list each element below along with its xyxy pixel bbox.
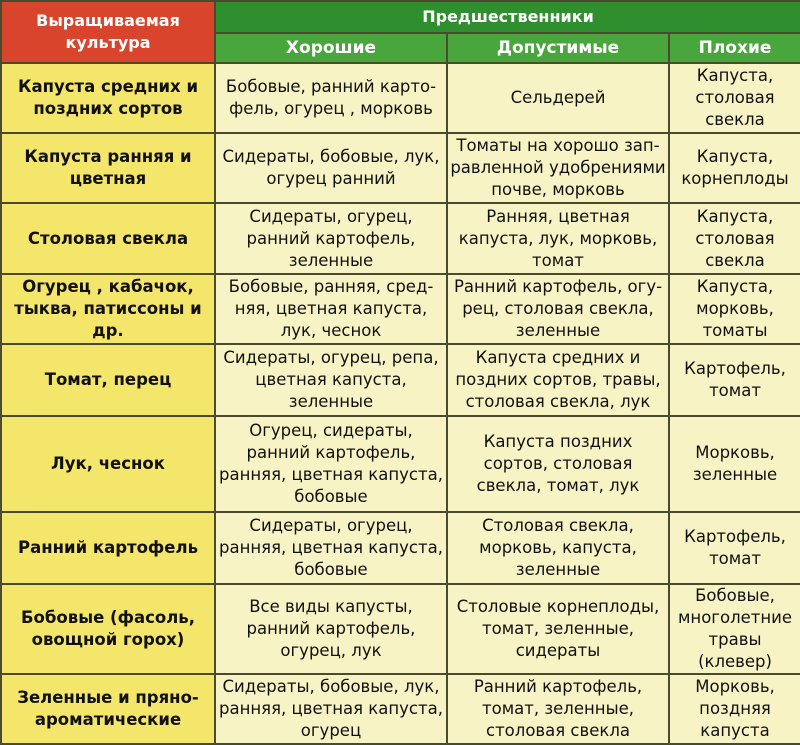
- row-culture: Зеленные и пряно-ароматические: [1, 674, 215, 744]
- table-row: [1, 203, 800, 274]
- header-predecessors: Предшественники: [215, 1, 800, 33]
- row-acceptable: Томаты на хорошо зап-равленной удобрениями почве, морковь: [447, 133, 669, 203]
- row-bad: Картофель, томат: [669, 512, 800, 584]
- row-good: Сидераты, бобовые, лук, ранняя, цветная капуста, огурец: [215, 674, 447, 744]
- row-culture: Капуста средних и поздних сортов: [1, 63, 215, 133]
- row-culture: Бобовые (фасоль, овощной горох): [1, 584, 215, 674]
- table-row: [1, 674, 800, 744]
- row-culture: Томат, перец: [1, 344, 215, 416]
- row-acceptable: Капуста поздних сортов, столовая свекла, томат, лук: [447, 416, 669, 512]
- row-bad: Капуста, столовая свекла: [669, 203, 800, 274]
- row-culture: Ранний картофель: [1, 512, 215, 584]
- row-culture: Капуста ранняя и цветная: [1, 133, 215, 203]
- row-good: Сидераты, огурец, ранняя, цветная капуста, бобовые: [215, 512, 447, 584]
- table-row: [1, 63, 800, 133]
- row-good: Сидераты, огурец, репа, цветная капуста, зеленные: [215, 344, 447, 416]
- row-good: Сидераты, бобовые, лук, огурец ранний: [215, 133, 447, 203]
- row-acceptable: Столовые корнеплоды, томат, зеленные, сидераты: [447, 584, 669, 674]
- row-acceptable: Ранний картофель, огу-рец, столовая свекла, зеленные: [447, 274, 669, 344]
- row-bad: Морковь, поздняя капуста: [669, 674, 800, 744]
- row-culture: Лук, чеснок: [1, 416, 215, 512]
- row-bad: Морковь, зеленные: [669, 416, 800, 512]
- row-acceptable: Капуста средних и поздних сортов, травы, столовая свекла, лук: [447, 344, 669, 416]
- table-row: [1, 133, 800, 203]
- header-good: Хорошие: [215, 33, 447, 63]
- table-row: [1, 512, 800, 584]
- table-row: [1, 584, 800, 674]
- row-acceptable: Ранняя, цветная капуста, лук, морковь, томат: [447, 203, 669, 274]
- row-bad: Капуста, столовая свекла: [669, 63, 800, 133]
- row-acceptable: Столовая свекла, морковь, капуста, зеленные: [447, 512, 669, 584]
- row-good: Бобовые, ранняя, сред-няя, цветная капуста, лук, чеснок: [215, 274, 447, 344]
- table-row: [1, 274, 800, 344]
- row-culture: Огурец , кабачок, тыква, патиссоны и др.: [1, 274, 215, 344]
- row-good: Сидераты, огурец, ранний картофель, зеленные: [215, 203, 447, 274]
- row-good: Бобовые, ранний карто-фель, огурец , морковь: [215, 63, 447, 133]
- row-culture: Столовая свекла: [1, 203, 215, 274]
- row-good: Огурец, сидераты, ранний картофель, ранняя, цветная капуста, бобовые: [215, 416, 447, 512]
- row-acceptable: Ранний картофель, томат, зеленные, столовая свекла: [447, 674, 669, 744]
- row-acceptable: Сельдерей: [447, 63, 669, 133]
- row-good: Все виды капусты, ранний картофель, огурец, лук: [215, 584, 447, 674]
- row-bad: Картофель, томат: [669, 344, 800, 416]
- table-row: [1, 416, 800, 512]
- row-bad: Капуста, корнеплоды: [669, 133, 800, 203]
- row-bad: Бобовые, многолетние травы (клевер): [669, 584, 800, 674]
- header-bad: Плохие: [669, 33, 800, 63]
- header-acceptable: Допустимые: [447, 33, 669, 63]
- row-bad: Капуста, морковь, томаты: [669, 274, 800, 344]
- table-row: [1, 344, 800, 416]
- header-culture: Выращиваемая культура: [1, 1, 215, 63]
